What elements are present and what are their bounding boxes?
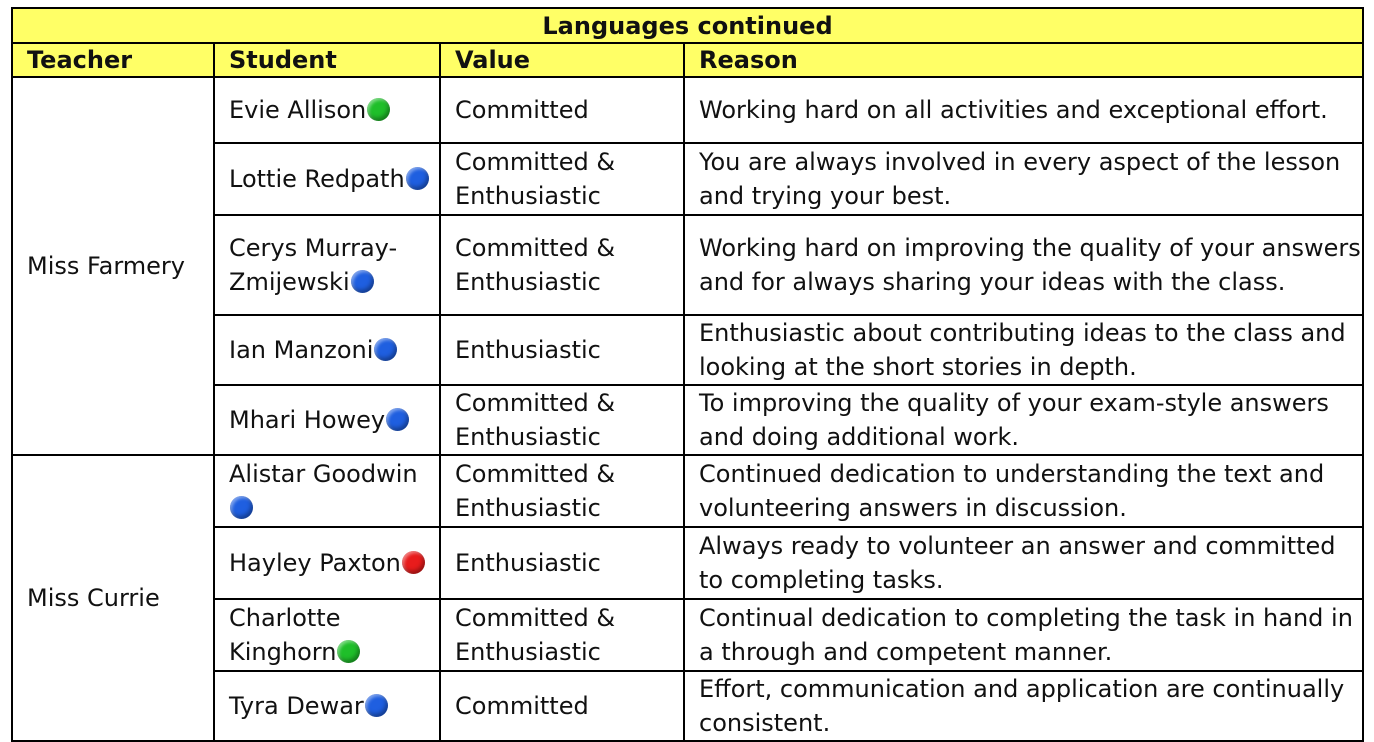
table-row bbox=[12, 77, 1363, 143]
reason-cell: Always ready to volunteer an answer and committed to completing tasks. bbox=[684, 527, 1363, 599]
student-cell bbox=[214, 671, 440, 741]
header-value: Value bbox=[440, 43, 684, 77]
student-name: Mhari Howey bbox=[229, 406, 386, 434]
table-title: Languages continued bbox=[12, 8, 1363, 43]
green-dot-icon bbox=[367, 98, 390, 121]
table-body bbox=[12, 8, 1363, 741]
student-name: Ian Manzoni bbox=[229, 336, 374, 364]
student-cell bbox=[214, 215, 440, 315]
student-name: Cerys Murray-Zmijewski bbox=[229, 234, 398, 296]
green-dot-icon bbox=[337, 640, 360, 663]
student-name: Evie Allison bbox=[229, 96, 367, 124]
blue-dot-icon bbox=[374, 338, 397, 361]
student-cell bbox=[214, 455, 440, 527]
value-cell: Enthusiastic bbox=[440, 315, 684, 385]
teacher-cell: Miss Farmery bbox=[12, 77, 214, 455]
student-cell bbox=[214, 143, 440, 215]
value-cell: Committed & Enthusiastic bbox=[440, 385, 684, 455]
reason-cell: You are always involved in every aspect of the lesson and trying your best. bbox=[684, 143, 1363, 215]
reason-cell: Continued dedication to understanding the text and volunteering answers in discussion. bbox=[684, 455, 1363, 527]
table-row bbox=[12, 315, 1363, 385]
value-cell: Enthusiastic bbox=[440, 527, 684, 599]
value-cell: Committed & Enthusiastic bbox=[440, 455, 684, 527]
reason-cell: Continual dedication to completing the task in hand in a through and competent manner. bbox=[684, 599, 1363, 671]
student-name: Tyra Dewar bbox=[229, 692, 364, 720]
table-row bbox=[12, 527, 1363, 599]
header-row bbox=[12, 43, 1363, 77]
value-cell: Committed & Enthusiastic bbox=[440, 599, 684, 671]
header-reason: Reason bbox=[684, 43, 1363, 77]
reason-cell: Enthusiastic about contributing ideas to the class and looking at the short stories in depth. bbox=[684, 315, 1363, 385]
value-cell: Committed & Enthusiastic bbox=[440, 143, 684, 215]
student-cell bbox=[214, 599, 440, 671]
table-row bbox=[12, 143, 1363, 215]
table-row bbox=[12, 385, 1363, 455]
student-cell bbox=[214, 385, 440, 455]
value-cell: Committed bbox=[440, 77, 684, 143]
blue-dot-icon bbox=[365, 694, 388, 717]
title-row bbox=[12, 8, 1363, 43]
red-dot-icon bbox=[402, 551, 425, 574]
student-name: Alistar Goodwin bbox=[229, 460, 418, 488]
student-name: Hayley Paxton bbox=[229, 549, 401, 577]
table-row bbox=[12, 671, 1363, 741]
table-row bbox=[12, 455, 1363, 527]
student-name: Charlotte Kinghorn bbox=[229, 604, 341, 666]
blue-dot-icon bbox=[406, 167, 429, 190]
blue-dot-icon bbox=[351, 270, 374, 293]
student-cell bbox=[214, 77, 440, 143]
table-row bbox=[12, 215, 1363, 315]
blue-dot-icon bbox=[230, 496, 253, 519]
reason-cell: Effort, communication and application are continually consistent. bbox=[684, 671, 1363, 741]
student-name: Lottie Redpath bbox=[229, 165, 405, 193]
teacher-cell: Miss Currie bbox=[12, 455, 214, 741]
value-cell: Committed & Enthusiastic bbox=[440, 215, 684, 315]
table-row bbox=[12, 599, 1363, 671]
reason-cell: To improving the quality of your exam-style answers and doing additional work. bbox=[684, 385, 1363, 455]
reason-cell: Working hard on improving the quality of your answers and for always sharing your ideas with the class. bbox=[684, 215, 1363, 315]
reason-cell: Working hard on all activities and exceptional effort. bbox=[684, 77, 1363, 143]
student-cell bbox=[214, 527, 440, 599]
header-student: Student bbox=[214, 43, 440, 77]
header-teacher: Teacher bbox=[12, 43, 214, 77]
student-cell bbox=[214, 315, 440, 385]
blue-dot-icon bbox=[386, 408, 409, 431]
languages-table bbox=[11, 7, 1364, 742]
value-cell: Committed bbox=[440, 671, 684, 741]
